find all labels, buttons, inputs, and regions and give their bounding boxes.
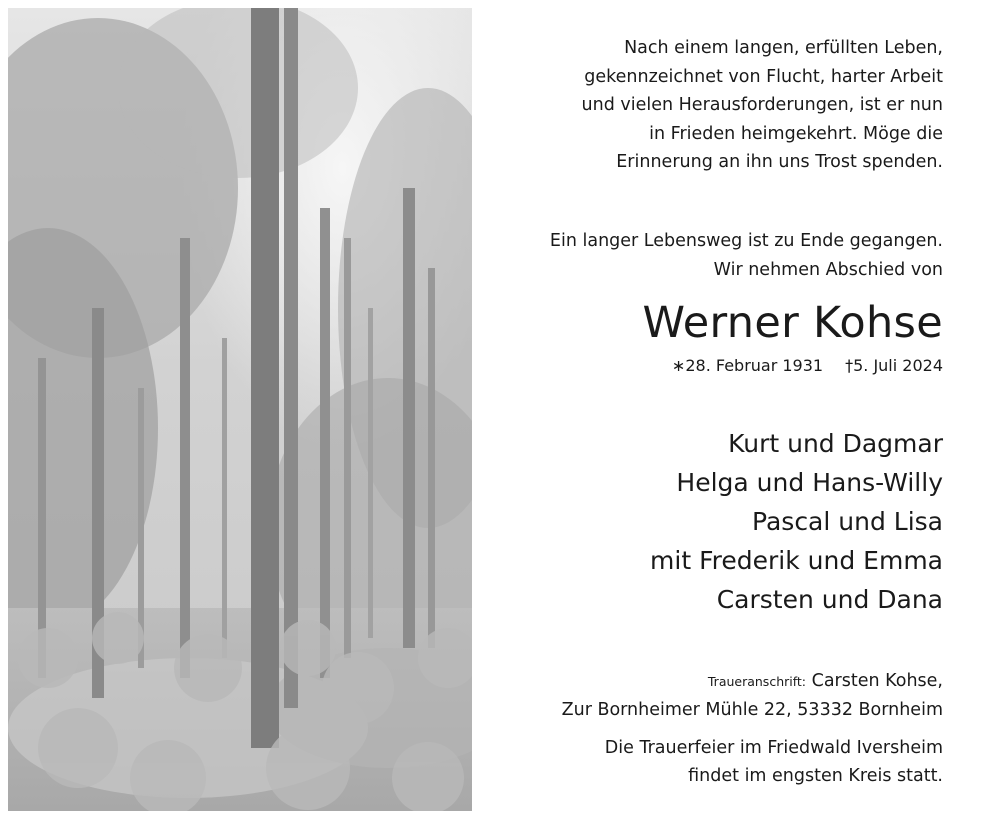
farewell-line: Ein langer Lebensweg ist zu Ende gegangen. — [549, 231, 943, 251]
death-date: †5. Juli 2024 — [845, 356, 943, 375]
intro-line: Nach einem langen, erfüllten Leben, — [624, 38, 943, 58]
address-label: Traueranschrift: — [707, 674, 807, 689]
mourning-address — [483, 667, 943, 724]
intro-line: Erinnerung an ihn uns Trost spenden. — [616, 152, 943, 172]
forest-image — [8, 8, 472, 811]
ceremony-line: findet im engsten Kreis statt. — [688, 766, 943, 786]
mourners-list — [483, 424, 943, 619]
ceremony-line: Die Trauerfeier im Friedwald Iversheim — [604, 738, 943, 758]
mourner-line: Helga und Hans-Willy — [676, 468, 943, 497]
mourner-line: Carsten und Dana — [716, 585, 943, 614]
forest-photo — [8, 8, 472, 811]
intro-line: gekennzeichnet von Flucht, harter Arbeit — [584, 66, 943, 87]
birth-date: ∗28. Februar 1931 — [671, 356, 824, 375]
mourner-line: mit Frederik und Emma — [650, 546, 943, 575]
deceased-name: Werner Kohse — [642, 298, 943, 348]
farewell-line: Wir nehmen Abschied von — [713, 259, 943, 280]
mourner-line: Pascal und Lisa — [752, 507, 943, 536]
address-street: Zur Bornheimer Mühle 22, 53332 Bornheim — [561, 700, 943, 720]
intro-text — [483, 34, 943, 177]
intro-line: in Frieden heimgekehrt. Möge die — [649, 123, 943, 144]
life-dates — [483, 354, 943, 378]
farewell-text — [483, 227, 943, 284]
mourner-line: Kurt und Dagmar — [728, 429, 943, 458]
address-name: Carsten Kohse, — [811, 671, 943, 691]
ceremony-note — [483, 734, 943, 790]
intro-line: und vielen Herausforderungen, ist er nun — [581, 95, 943, 115]
